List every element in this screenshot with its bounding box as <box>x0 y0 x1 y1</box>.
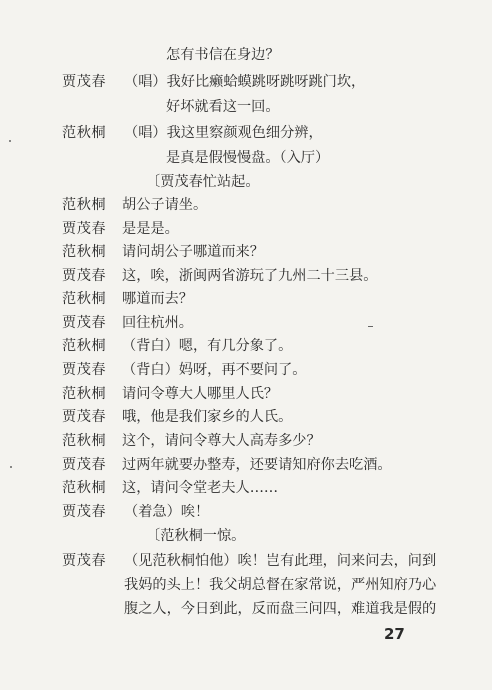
line-text: 过两年就要办整寿，还要请知府你去吃酒。 <box>122 457 392 473</box>
page-number: 27 <box>384 625 405 643</box>
line-text: 我妈的头上！我父胡总督在家常说，严州知府乃心 <box>124 577 437 593</box>
line-text: （背白）嗯，有几分象了。 <box>122 338 293 354</box>
script-line <box>0 382 492 406</box>
line-text: （唱）我好比癞蛤蟆跳呀跳呀跳门坎， <box>124 74 366 90</box>
line-text: 好坏就看这一回。 <box>166 99 280 115</box>
line-text: 是是是。 <box>122 221 179 237</box>
line-text: （见范秋桐怕他）唉！岂有此理，问来问去，问到 <box>124 553 437 569</box>
script-line <box>0 146 492 170</box>
script-line <box>0 70 492 94</box>
speaker-name: 贾茂春 <box>62 409 107 425</box>
scan-speck <box>10 466 12 468</box>
script-line <box>0 573 492 597</box>
script-line <box>0 121 492 145</box>
speaker-name: 贾茂春 <box>62 457 107 473</box>
script-line <box>0 287 492 311</box>
script-line <box>0 95 492 119</box>
line-text: 回往杭州。 <box>122 315 193 331</box>
speaker-name: 贾茂春 <box>62 221 107 237</box>
speaker-name: 范秋桐 <box>62 433 107 449</box>
script-line <box>0 217 492 241</box>
script-line <box>0 549 492 573</box>
line-text: （着急）唉！ <box>124 504 210 520</box>
speaker-name: 范秋桐 <box>62 197 107 213</box>
speaker-name: 范秋桐 <box>62 480 107 496</box>
script-line <box>0 240 492 264</box>
line-text: 这，唉，浙闽两省游玩了九州二十三县。 <box>122 268 378 284</box>
speaker-name: 贾茂春 <box>62 504 107 520</box>
line-text: 胡公子请坐。 <box>122 197 208 213</box>
speaker-name: 贾茂春 <box>62 362 107 378</box>
script-line <box>0 597 492 621</box>
scan-speck <box>368 326 373 327</box>
script-line <box>0 43 492 67</box>
speaker-name: 范秋桐 <box>62 338 107 354</box>
line-text: 腹之人，今日到此，反而盘三问四，难道我是假的 <box>124 601 437 617</box>
script-line <box>0 453 492 477</box>
line-text: 是真是假慢慢盘。（入厅） <box>166 150 330 166</box>
script-line <box>0 264 492 288</box>
speaker-name: 贾茂春 <box>62 553 107 569</box>
stage-direction <box>0 170 492 194</box>
line-text: （背白）妈呀，再不要问了。 <box>122 362 307 378</box>
script-line <box>0 334 492 358</box>
script-line <box>0 405 492 429</box>
line-text: 这，请问令堂老夫人…… <box>122 480 279 496</box>
line-text: 请问胡公子哪道而来？ <box>122 244 264 260</box>
speaker-name: 范秋桐 <box>62 386 107 402</box>
script-line <box>0 193 492 217</box>
line-text: 〔范秋桐一惊。 <box>146 528 246 544</box>
speaker-name: 范秋桐 <box>62 291 107 307</box>
line-text: 请问令尊大人哪里人氏？ <box>122 386 279 402</box>
script-line <box>0 429 492 453</box>
speaker-name: 贾茂春 <box>62 74 107 90</box>
script-line <box>0 311 492 335</box>
line-text: （唱）我这里察颜观色细分辨， <box>124 125 323 141</box>
script-line <box>0 500 492 524</box>
line-text: 〔贾茂春忙站起。 <box>146 174 260 190</box>
script-line <box>0 476 492 500</box>
speaker-name: 范秋桐 <box>62 244 107 260</box>
script-line <box>0 358 492 382</box>
line-text: 哦，他是我们家乡的人氏。 <box>122 409 293 425</box>
speaker-name: 范秋桐 <box>62 125 107 141</box>
scan-speck <box>9 140 11 142</box>
line-text: 这个，请问令尊大人高寿多少？ <box>122 433 321 449</box>
line-text: 哪道而去？ <box>122 291 193 307</box>
speaker-name: 贾茂春 <box>62 315 107 331</box>
speaker-name: 贾茂春 <box>62 268 107 284</box>
line-text: 怎有书信在身边？ <box>166 47 280 63</box>
stage-direction <box>0 524 492 548</box>
